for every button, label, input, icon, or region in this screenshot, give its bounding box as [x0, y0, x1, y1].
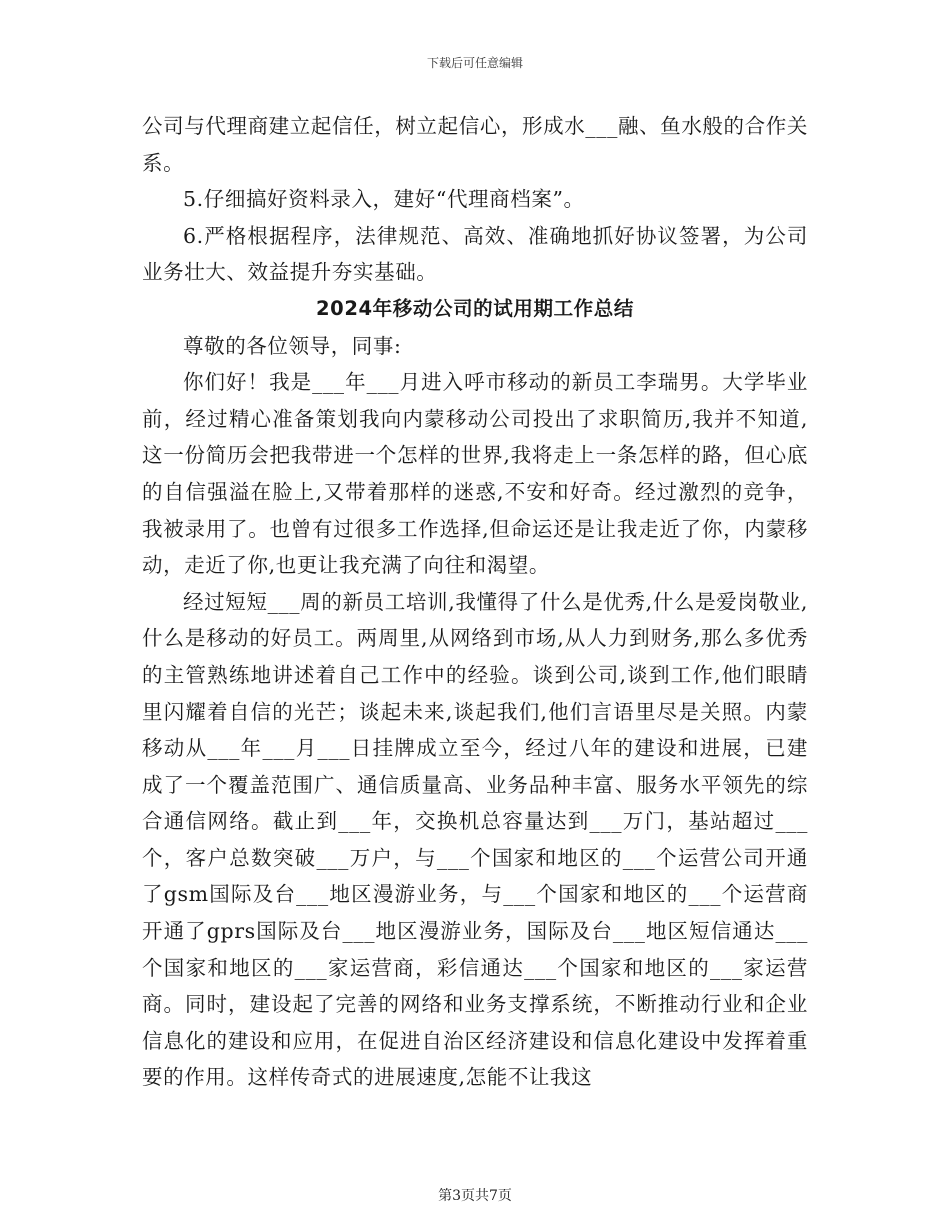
paragraph-item-5: 5.仔细搞好资料录入，建好“代理商档案”。	[183, 187, 585, 212]
document-body	[142, 108, 808, 1096]
paragraph-introduction: 你们好！我是___年___月进入呼市移动的新员工李瑞男。大学毕业前，经过精心准备策划我向内蒙移动公司投出了求职简历,我并不知道,这一份简历会把我带进一个怎样的世界,我将走上一条怎样的路，但心底的自信强溢在脸上,又带着那样的迷惑,不安和好奇。经过激烈的竞争，我被录用了。也曾有过很多工作选择,但命运还是让我走近了你，内蒙移动，走近了你,也更让我充满了向往和渴望。	[142, 370, 808, 578]
salutation: 尊敬的各位领导，同事:	[183, 333, 402, 358]
page-header: 下载后可任意编辑	[426, 56, 523, 70]
document-title: 2024年移动公司的试用期工作总结	[316, 296, 634, 320]
paragraph-training: 经过短短___周的新员工培训,我懂得了什么是优秀,什么是爱岗敬业,什么是移动的好员工。两周里,从网络到市场,从人力到财务,那么多优秀的主管熟练地讲述着自己工作中的经验。谈到公司,谈到工作,他们眼睛里闪耀着自信的光芒；谈起未来,谈起我们,他们言语里尽是关照。内蒙移动从___年___月___日挂牌成立至今，经过八年的建设和进展，已建成了一个覆盖范围广、通信质量高、业务品种丰富、服务水平领先的综合通信网络。截止到___年，交换机总容量达到___万门，基站超过___个，客户总数突破___万户，与___个国家和地区的___个运营公司开通了gsm国际及台___地区漫游业务，与___个国家和地区的___个运营商开通了gprs国际及台___地区漫游业务，国际及台___地区短信通达___个国家和地区的___家运营商，彩信通达___个国家和地区的___家运营商。同时，建设起了完善的网络和业务支撑系统，不断推动行业和企业信息化的建设和应用，在促进自治区经济建设和信息化建设中发挥着重要的作用。这样传奇式的进展速度,怎能不让我这	[142, 589, 808, 1090]
paragraph-cooperation: 公司与代理商建立起信任，树立起信心，形成水___融、鱼水般的合作关系。	[142, 114, 808, 175]
paragraph-item-6: 6.严格根据程序，法律规范、高效、准确地抓好协议签署，为公司业务壮大、效益提升夯实基础。	[142, 223, 808, 285]
page-footer: 第3页共7页	[438, 1188, 512, 1204]
